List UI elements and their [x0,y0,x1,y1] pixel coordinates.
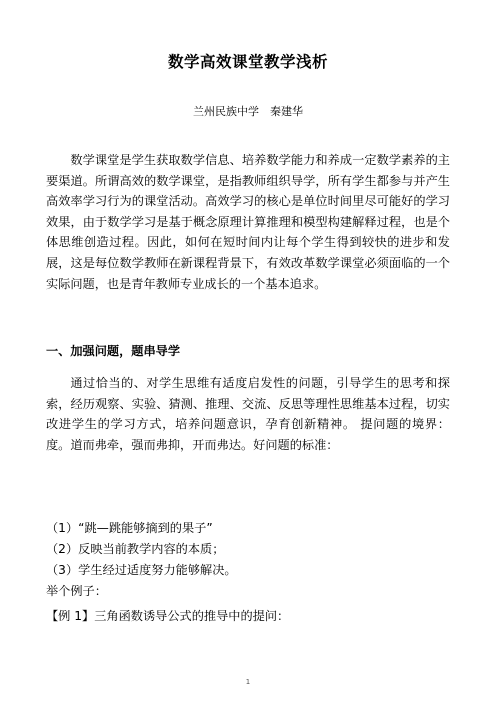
intro-paragraph: 数学课堂是学生获取数学信息、培养数学能力和养成一定数学素养的主要渠道。所谓高效的数学课堂，是指教师组织导学，所有学生都参与并产生高效率学习行为的课堂活动。高效学习的核心是单位时间里尽可能好的学习效果，由于数学学习是基于概念原理计算推理和模型构建解释过程，也是个体思维创造过程。因此，如何在短时间内让每个学生得到较快的进步和发展，这是每位数学教师在新课程背景下，有效改革数学课堂必须面临的一个实际问题，也是青年教师专业成长的一个基本追求。 [46,153,450,291]
author-line: 兰州民族中学 秦建华 [193,105,303,118]
document-title: 数学高效课堂教学浅析 [167,53,328,71]
section-paragraph: 通过恰当的、对学生思维有适度启发性的问题，引导学生的思考和探索，经历观察、实验、猜测、推理、交流、反思等理性思维基本过程，切实改进学生的学习方式，培养问题意识，孕育创新精神。 提问题的境界：度。道而弗牵，强而弗抑，开而弗达。好问题的标准： [46,376,450,452]
criterion-item: （2）反映当前教学内容的本质； [46,542,225,556]
page-number: 1 [245,678,251,686]
example-intro: 举个例子： [46,584,107,598]
criterion-item: （3）学生经过适度努力能够解决。 [46,563,237,577]
criterion-item: （1）“跳—跳能够摘到的果子” [46,521,213,535]
example-label: 【例 1】三角函数诱导公式的推导中的提问： [46,609,290,623]
section-heading: 一、加强问题，题串导学 [46,344,181,358]
